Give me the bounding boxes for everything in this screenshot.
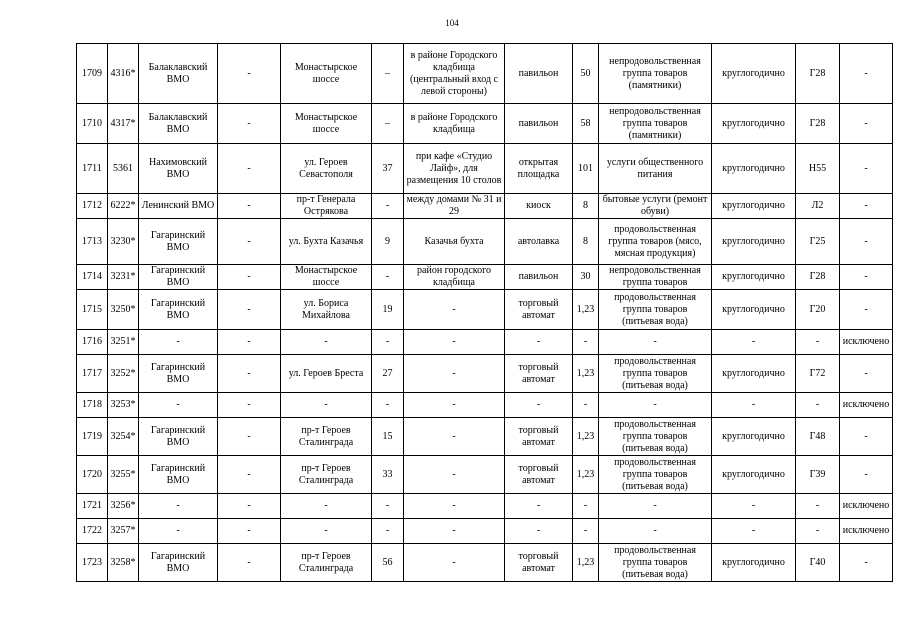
cell-location-landmark: -	[404, 330, 505, 355]
cell-district: Балаклавский ВМО	[139, 104, 218, 144]
cell-row-number: 1710	[77, 104, 108, 144]
cell-house-number: -	[372, 519, 404, 544]
cell-area: 30	[573, 265, 599, 290]
cell-location-landmark: -	[404, 418, 505, 456]
cell-house-number: -	[372, 494, 404, 519]
cell-street: пр-т Героев Сталинграда	[281, 418, 372, 456]
cell-location-landmark: в районе Городского кладбища (центральный вход с левой стороны)	[404, 44, 505, 104]
cell-object-number: 3251*	[108, 330, 139, 355]
cell-specialization: -	[599, 330, 712, 355]
cell-location-landmark: -	[404, 290, 505, 330]
cell-object-number: 4316*	[108, 44, 139, 104]
cell-note: -	[840, 219, 893, 265]
cell-object-type: открытая площадка	[505, 144, 573, 194]
cell-object-type: торговый автомат	[505, 544, 573, 582]
table-row	[77, 418, 893, 456]
cell-operation-period: круглогодично	[712, 456, 796, 494]
cell-zone-code: -	[796, 494, 840, 519]
cell-row-number: 1714	[77, 265, 108, 290]
cell-district: -	[139, 519, 218, 544]
cell-location-landmark: между домами № 31 и 29	[404, 194, 505, 219]
cell-row-number: 1712	[77, 194, 108, 219]
cell-operation-period: -	[712, 494, 796, 519]
cell-row-number: 1720	[77, 456, 108, 494]
table-row	[77, 519, 893, 544]
table-row	[77, 194, 893, 219]
cell-house-number: -	[372, 194, 404, 219]
cell-object-number: 3254*	[108, 418, 139, 456]
cell-district: Ленинский ВМО	[139, 194, 218, 219]
cell-area: 1,23	[573, 456, 599, 494]
cell-subdistrict: -	[218, 290, 281, 330]
cell-row-number: 1717	[77, 355, 108, 393]
cell-house-number: -	[372, 265, 404, 290]
registry-table	[76, 43, 893, 582]
cell-operation-period: круглогодично	[712, 144, 796, 194]
cell-object-type: павильон	[505, 44, 573, 104]
cell-note: -	[840, 355, 893, 393]
cell-house-number: -	[372, 330, 404, 355]
cell-zone-code: Г28	[796, 104, 840, 144]
cell-object-number: 3250*	[108, 290, 139, 330]
cell-zone-code: Г40	[796, 544, 840, 582]
cell-specialization: непродовольственная группа товаров (памятники)	[599, 44, 712, 104]
cell-specialization: -	[599, 494, 712, 519]
cell-specialization: непродовольственная группа товаров	[599, 265, 712, 290]
cell-operation-period: круглогодично	[712, 104, 796, 144]
cell-location-landmark: Казачья бухта	[404, 219, 505, 265]
cell-note: -	[840, 194, 893, 219]
cell-house-number: 15	[372, 418, 404, 456]
cell-subdistrict: -	[218, 355, 281, 393]
cell-location-landmark: -	[404, 456, 505, 494]
page-number: 104	[445, 18, 459, 28]
cell-specialization: продовольственная группа товаров (питьевая вода)	[599, 456, 712, 494]
cell-note: -	[840, 544, 893, 582]
cell-object-type: -	[505, 519, 573, 544]
table-row	[77, 144, 893, 194]
cell-note: исключено	[840, 519, 893, 544]
cell-note: -	[840, 265, 893, 290]
cell-house-number: –	[372, 44, 404, 104]
cell-object-number: 6222*	[108, 194, 139, 219]
cell-street: ул. Героев Бреста	[281, 355, 372, 393]
cell-operation-period: круглогодично	[712, 44, 796, 104]
cell-row-number: 1716	[77, 330, 108, 355]
cell-subdistrict: -	[218, 104, 281, 144]
cell-subdistrict: -	[218, 519, 281, 544]
cell-object-number: 4317*	[108, 104, 139, 144]
cell-note: -	[840, 290, 893, 330]
cell-house-number: -	[372, 393, 404, 418]
cell-note: исключено	[840, 393, 893, 418]
cell-row-number: 1718	[77, 393, 108, 418]
cell-district: Гагаринский ВМО	[139, 456, 218, 494]
cell-object-number: 3257*	[108, 519, 139, 544]
cell-operation-period: круглогодично	[712, 355, 796, 393]
cell-location-landmark: при кафе «Студио Лайф», для размещения 10 столов	[404, 144, 505, 194]
cell-district: Гагаринский ВМО	[139, 544, 218, 582]
cell-street: пр-т Героев Сталинграда	[281, 544, 372, 582]
cell-street: -	[281, 494, 372, 519]
cell-operation-period: -	[712, 519, 796, 544]
cell-object-number: 3253*	[108, 393, 139, 418]
cell-object-type: павильон	[505, 104, 573, 144]
cell-object-number: 3256*	[108, 494, 139, 519]
cell-operation-period: круглогодично	[712, 265, 796, 290]
cell-street: -	[281, 393, 372, 418]
cell-zone-code: -	[796, 519, 840, 544]
cell-object-type: павильон	[505, 265, 573, 290]
cell-location-landmark: -	[404, 519, 505, 544]
cell-street: Монастырское шоссе	[281, 265, 372, 290]
cell-subdistrict: -	[218, 44, 281, 104]
cell-location-landmark: -	[404, 544, 505, 582]
cell-district: -	[139, 393, 218, 418]
cell-district: Гагаринский ВМО	[139, 219, 218, 265]
cell-object-type: киоск	[505, 194, 573, 219]
cell-row-number: 1722	[77, 519, 108, 544]
table-row	[77, 290, 893, 330]
cell-note: -	[840, 44, 893, 104]
cell-specialization: продовольственная группа товаров (питьевая вода)	[599, 544, 712, 582]
cell-area: 58	[573, 104, 599, 144]
cell-specialization: продовольственная группа товаров (мясо, мясная продукция)	[599, 219, 712, 265]
cell-specialization: продовольственная группа товаров (питьевая вода)	[599, 355, 712, 393]
cell-zone-code: Г39	[796, 456, 840, 494]
cell-area: 1,23	[573, 355, 599, 393]
table-row	[77, 219, 893, 265]
cell-house-number: 33	[372, 456, 404, 494]
cell-operation-period: круглогодично	[712, 290, 796, 330]
cell-specialization: продовольственная группа товаров (питьевая вода)	[599, 418, 712, 456]
cell-object-type: торговый автомат	[505, 355, 573, 393]
cell-note: -	[840, 104, 893, 144]
cell-area: 8	[573, 219, 599, 265]
cell-street: ул. Бориса Михайлова	[281, 290, 372, 330]
table-row	[77, 265, 893, 290]
cell-object-number: 3231*	[108, 265, 139, 290]
cell-operation-period: круглогодично	[712, 418, 796, 456]
cell-zone-code: Г20	[796, 290, 840, 330]
cell-subdistrict: -	[218, 194, 281, 219]
cell-area: 1,23	[573, 290, 599, 330]
cell-row-number: 1715	[77, 290, 108, 330]
cell-district: Нахимовский ВМО	[139, 144, 218, 194]
cell-specialization: непродовольственная группа товаров (памятники)	[599, 104, 712, 144]
cell-object-number: 3255*	[108, 456, 139, 494]
cell-object-number: 3258*	[108, 544, 139, 582]
cell-district: Гагаринский ВМО	[139, 290, 218, 330]
cell-district: Гагаринский ВМО	[139, 265, 218, 290]
cell-zone-code: -	[796, 330, 840, 355]
cell-street: Монастырское шоссе	[281, 44, 372, 104]
cell-subdistrict: -	[218, 219, 281, 265]
cell-object-type: торговый автомат	[505, 290, 573, 330]
cell-zone-code: Л2	[796, 194, 840, 219]
cell-object-type: торговый автомат	[505, 456, 573, 494]
table-row	[77, 104, 893, 144]
cell-location-landmark: в районе Городского кладбища	[404, 104, 505, 144]
cell-district: -	[139, 494, 218, 519]
cell-subdistrict: -	[218, 418, 281, 456]
cell-location-landmark: район городского кладбища	[404, 265, 505, 290]
cell-note: -	[840, 144, 893, 194]
cell-area: -	[573, 393, 599, 418]
cell-area: 101	[573, 144, 599, 194]
cell-specialization: услуги общественного питания	[599, 144, 712, 194]
cell-area: 50	[573, 44, 599, 104]
cell-house-number: 56	[372, 544, 404, 582]
cell-zone-code: Г28	[796, 265, 840, 290]
cell-district: Гагаринский ВМО	[139, 418, 218, 456]
cell-object-type: торговый автомат	[505, 418, 573, 456]
cell-specialization: бытовые услуги (ремонт обуви)	[599, 194, 712, 219]
cell-operation-period: -	[712, 330, 796, 355]
cell-district: Гагаринский ВМО	[139, 355, 218, 393]
cell-operation-period: круглогодично	[712, 194, 796, 219]
cell-area: 8	[573, 194, 599, 219]
cell-object-number: 3252*	[108, 355, 139, 393]
cell-row-number: 1723	[77, 544, 108, 582]
table-row	[77, 456, 893, 494]
cell-location-landmark: -	[404, 393, 505, 418]
cell-area: -	[573, 330, 599, 355]
cell-house-number: 19	[372, 290, 404, 330]
cell-operation-period: круглогодично	[712, 219, 796, 265]
cell-row-number: 1721	[77, 494, 108, 519]
cell-street: ул. Бухта Казачья	[281, 219, 372, 265]
table-row	[77, 355, 893, 393]
cell-area: 1,23	[573, 544, 599, 582]
table-row	[77, 330, 893, 355]
cell-zone-code: -	[796, 393, 840, 418]
cell-row-number: 1711	[77, 144, 108, 194]
cell-house-number: 9	[372, 219, 404, 265]
cell-row-number: 1713	[77, 219, 108, 265]
cell-subdistrict: -	[218, 494, 281, 519]
cell-object-type: -	[505, 494, 573, 519]
cell-house-number: –	[372, 104, 404, 144]
cell-subdistrict: -	[218, 330, 281, 355]
cell-district: -	[139, 330, 218, 355]
cell-object-type: автолавка	[505, 219, 573, 265]
cell-street: -	[281, 519, 372, 544]
cell-street: пр-т Генерала Острякова	[281, 194, 372, 219]
cell-zone-code: Г48	[796, 418, 840, 456]
cell-subdistrict: -	[218, 393, 281, 418]
cell-note: исключено	[840, 494, 893, 519]
cell-location-landmark: -	[404, 355, 505, 393]
cell-subdistrict: -	[218, 265, 281, 290]
cell-location-landmark: -	[404, 494, 505, 519]
cell-note: исключено	[840, 330, 893, 355]
table-row	[77, 44, 893, 104]
cell-operation-period: круглогодично	[712, 544, 796, 582]
cell-street: ул. Героев Севастополя	[281, 144, 372, 194]
table-row	[77, 494, 893, 519]
cell-object-number: 3230*	[108, 219, 139, 265]
cell-area: -	[573, 494, 599, 519]
cell-note: -	[840, 418, 893, 456]
cell-street: пр-т Героев Сталинграда	[281, 456, 372, 494]
cell-specialization: -	[599, 519, 712, 544]
cell-street: Монастырское шоссе	[281, 104, 372, 144]
cell-specialization: -	[599, 393, 712, 418]
cell-row-number: 1709	[77, 44, 108, 104]
cell-area: 1,23	[573, 418, 599, 456]
cell-subdistrict: -	[218, 144, 281, 194]
cell-house-number: 37	[372, 144, 404, 194]
cell-zone-code: Г25	[796, 219, 840, 265]
cell-zone-code: Г28	[796, 44, 840, 104]
cell-note: -	[840, 456, 893, 494]
cell-subdistrict: -	[218, 456, 281, 494]
cell-area: -	[573, 519, 599, 544]
table-row	[77, 544, 893, 582]
table-row	[77, 393, 893, 418]
cell-object-number: 5361	[108, 144, 139, 194]
cell-operation-period: -	[712, 393, 796, 418]
cell-district: Балаклавский ВМО	[139, 44, 218, 104]
cell-object-type: -	[505, 393, 573, 418]
cell-row-number: 1719	[77, 418, 108, 456]
cell-house-number: 27	[372, 355, 404, 393]
cell-zone-code: Н55	[796, 144, 840, 194]
cell-object-type: -	[505, 330, 573, 355]
cell-subdistrict: -	[218, 544, 281, 582]
cell-specialization: продовольственная группа товаров (питьевая вода)	[599, 290, 712, 330]
cell-zone-code: Г72	[796, 355, 840, 393]
cell-street: -	[281, 330, 372, 355]
